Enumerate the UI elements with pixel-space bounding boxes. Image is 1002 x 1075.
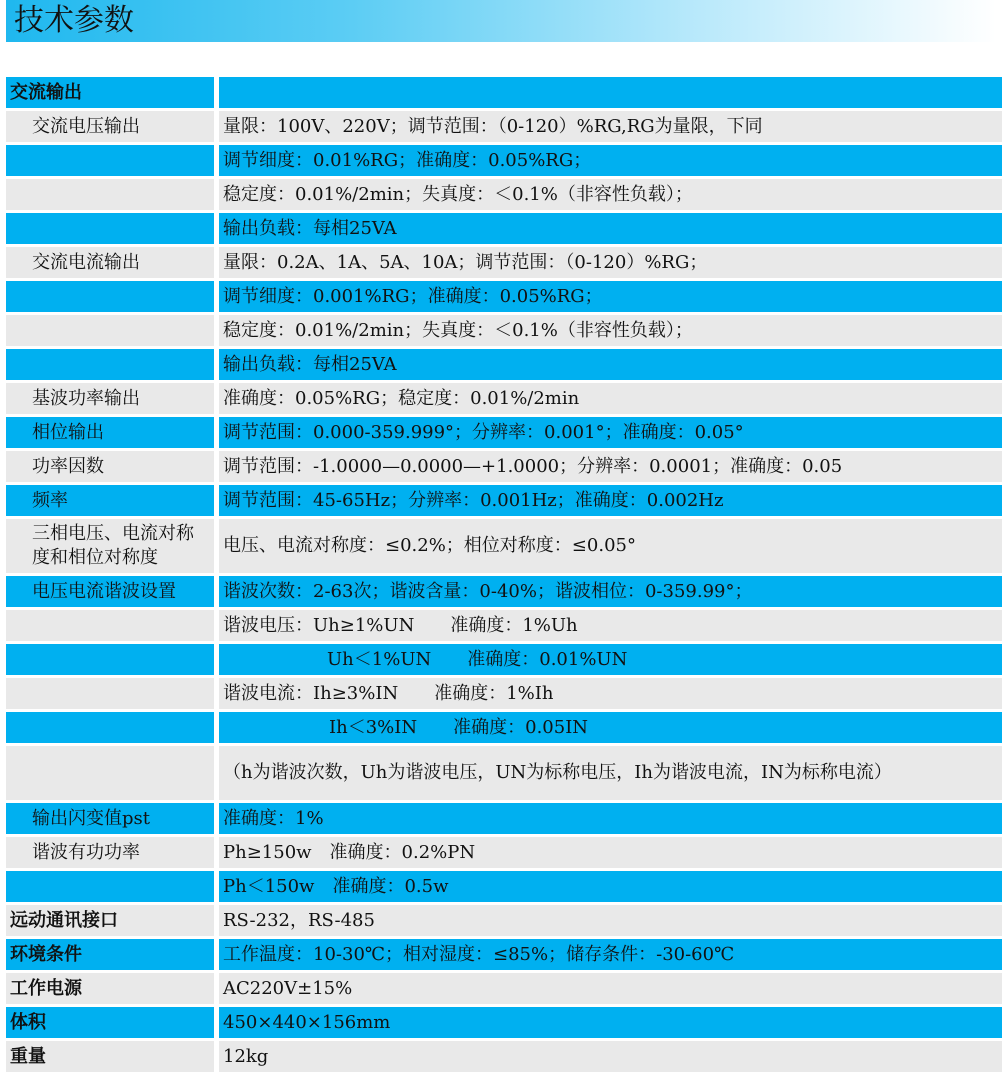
table-row — [6, 145, 1002, 176]
table-row — [6, 451, 1002, 482]
row-value: 调节细度：0.01%RG；准确度：0.05%RG； — [214, 145, 1002, 176]
row-value: 谐波电压：Uh≥1%UN 准确度：1%Uh — [214, 610, 1002, 641]
row-label: 重量 — [6, 1041, 214, 1072]
row-label — [6, 315, 214, 346]
row-label: 三相电压、电流对称度和相位对称度 — [6, 519, 214, 573]
table-row — [6, 77, 1002, 108]
table-row — [6, 746, 1002, 800]
row-label: 交流电压输出 — [6, 111, 214, 142]
row-value: 准确度：1% — [214, 803, 1002, 834]
row-value: 输出负载：每相25VA — [214, 349, 1002, 380]
table-row — [6, 247, 1002, 278]
table-row — [6, 837, 1002, 868]
table-row — [6, 939, 1002, 970]
table-row — [6, 610, 1002, 641]
row-label: 环境条件 — [6, 939, 214, 970]
spec-table — [6, 74, 1002, 1075]
row-label — [6, 678, 214, 709]
row-value: 工作温度：10-30℃；相对湿度：≤85%；储存条件：-30-60℃ — [214, 939, 1002, 970]
row-label — [6, 213, 214, 244]
row-value: 稳定度：0.01%/2min；失真度：＜0.1%（非容性负载）； — [214, 315, 1002, 346]
table-row — [6, 383, 1002, 414]
table-row — [6, 871, 1002, 902]
table-row — [6, 803, 1002, 834]
row-label: 交流电流输出 — [6, 247, 214, 278]
row-label: 电压电流谐波设置 — [6, 576, 214, 607]
row-label: 体积 — [6, 1007, 214, 1038]
row-value: 谐波电流：Ih≥3%IN 准确度：1%Ih — [214, 678, 1002, 709]
row-label: 远动通讯接口 — [6, 905, 214, 936]
table-row — [6, 519, 1002, 573]
row-value: 调节细度：0.001%RG；准确度：0.05%RG； — [214, 281, 1002, 312]
row-value: 量限：0.2A、1A、5A、10A；调节范围：（0-120）%RG； — [214, 247, 1002, 278]
row-value: 调节范围：0.000-359.999°；分辨率：0.001°；准确度：0.05° — [214, 417, 1002, 448]
row-label — [6, 610, 214, 641]
row-label — [6, 746, 214, 800]
row-label: 频率 — [6, 485, 214, 516]
row-value: RS-232，RS-485 — [214, 905, 1002, 936]
row-label: 交流输出 — [6, 77, 214, 108]
row-value: 量限：100V、220V；调节范围：（0-120）%RG,RG为量限，下同 — [214, 111, 1002, 142]
table-row — [6, 576, 1002, 607]
row-value: Uh＜1%UN 准确度：0.01%UN — [214, 644, 1002, 675]
row-value: （h为谐波次数，Uh为谐波电压，UN为标称电压，Ih为谐波电流，IN为标称电流） — [214, 746, 1002, 800]
row-value: 稳定度：0.01%/2min；失真度：＜0.1%（非容性负载）； — [214, 179, 1002, 210]
row-value: 调节范围：-1.0000—0.0000—+1.0000；分辨率：0.0001；准确度：0.05 — [214, 451, 1002, 482]
page-title: 技术参数 — [14, 3, 134, 38]
row-value: 450×440×156mm — [214, 1007, 1002, 1038]
row-value — [214, 77, 1002, 108]
row-label: 功率因数 — [6, 451, 214, 482]
table-row — [6, 111, 1002, 142]
row-label — [6, 179, 214, 210]
row-value: AC220V±15% — [214, 973, 1002, 1004]
table-row — [6, 417, 1002, 448]
row-value: Ph≥150w 准确度：0.2%PN — [214, 837, 1002, 868]
row-label — [6, 644, 214, 675]
row-label — [6, 712, 214, 743]
table-row — [6, 678, 1002, 709]
row-value: 输出负载：每相25VA — [214, 213, 1002, 244]
row-label: 谐波有功功率 — [6, 837, 214, 868]
row-value: Ph＜150w 准确度：0.5w — [214, 871, 1002, 902]
table-row — [6, 281, 1002, 312]
row-value: 调节范围：45-65Hz；分辨率：0.001Hz；准确度：0.002Hz — [214, 485, 1002, 516]
row-value: 谐波次数：2-63次；谐波含量：0-40%；谐波相位：0-359.99°； — [214, 576, 1002, 607]
row-value: 电压、电流对称度：≤0.2%；相位对称度：≤0.05° — [214, 519, 1002, 573]
row-label — [6, 281, 214, 312]
row-label — [6, 145, 214, 176]
table-row — [6, 1041, 1002, 1072]
table-row — [6, 315, 1002, 346]
row-value: 准确度：0.05%RG；稳定度：0.01%/2min — [214, 383, 1002, 414]
title-bar — [6, 0, 996, 42]
row-label: 输出闪变值pst — [6, 803, 214, 834]
table-row — [6, 179, 1002, 210]
table-row — [6, 485, 1002, 516]
row-label — [6, 871, 214, 902]
table-row — [6, 905, 1002, 936]
row-label: 基波功率输出 — [6, 383, 214, 414]
table-row — [6, 973, 1002, 1004]
row-label — [6, 349, 214, 380]
table-row — [6, 213, 1002, 244]
row-value: 12kg — [214, 1041, 1002, 1072]
row-label: 工作电源 — [6, 973, 214, 1004]
row-label: 相位输出 — [6, 417, 214, 448]
table-row — [6, 644, 1002, 675]
row-value: Ih＜3%IN 准确度：0.05IN — [214, 712, 1002, 743]
table-row — [6, 349, 1002, 380]
table-row — [6, 712, 1002, 743]
table-row — [6, 1007, 1002, 1038]
